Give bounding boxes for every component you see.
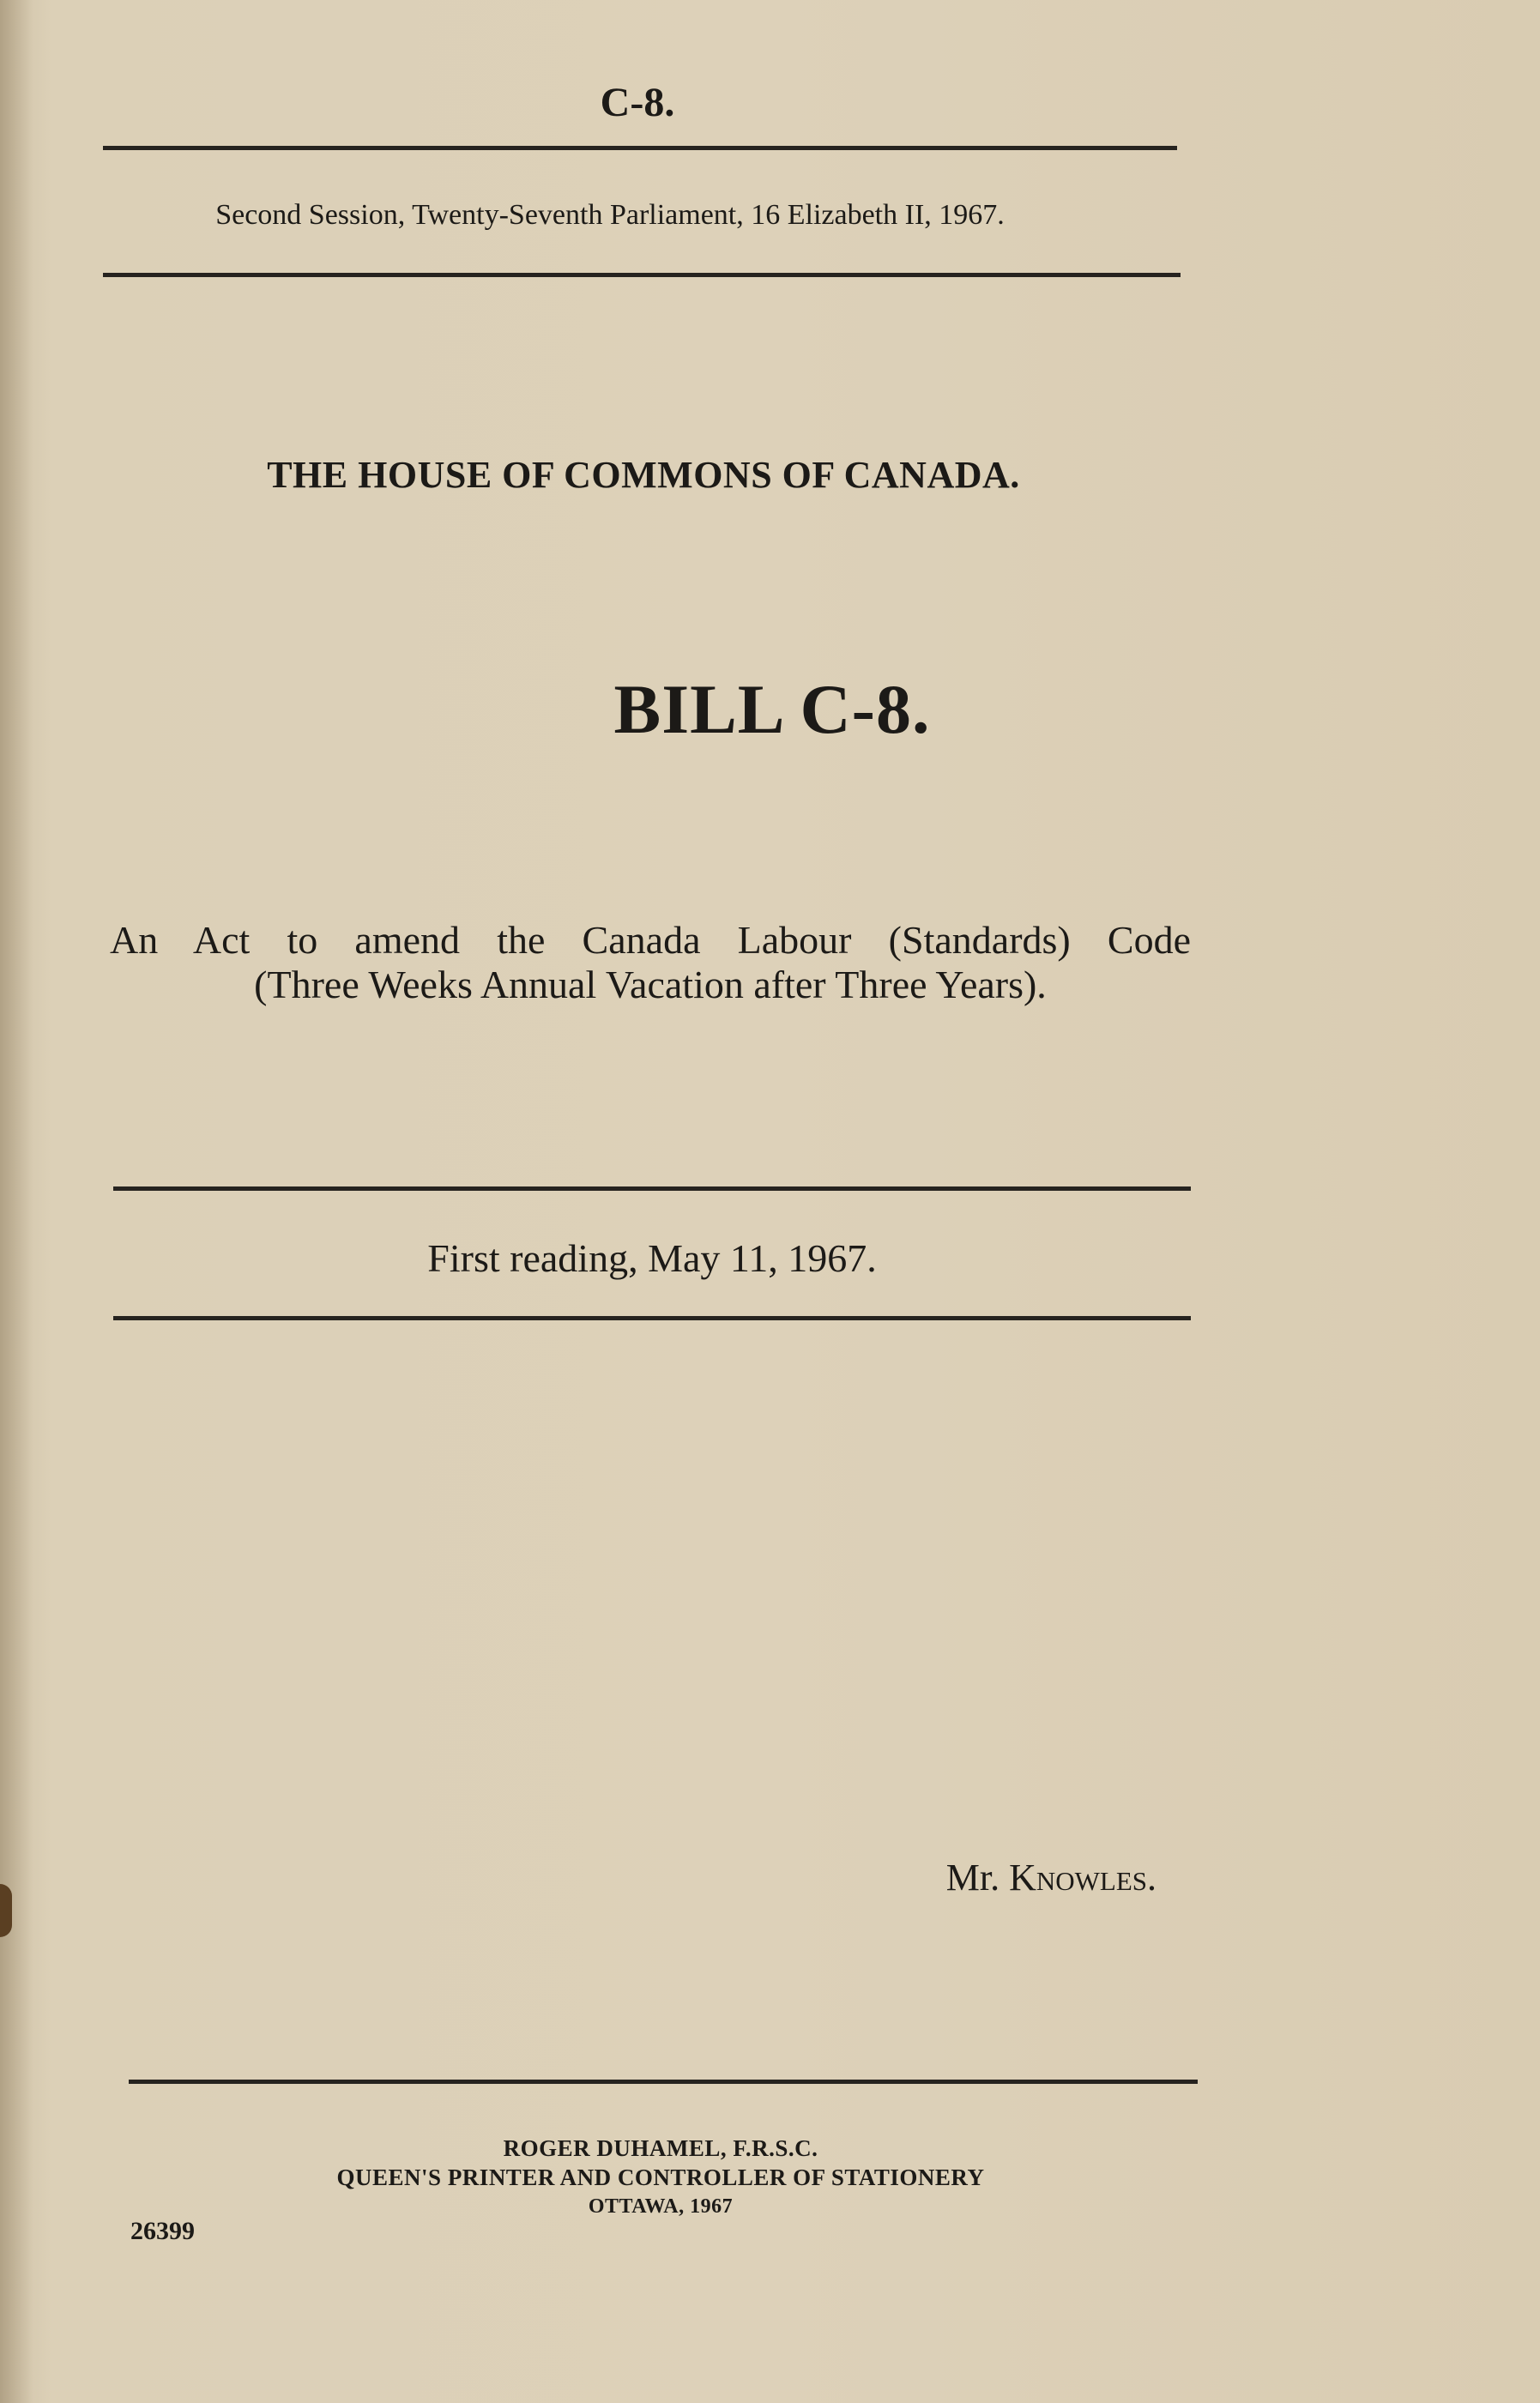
sponsor-prefix: Mr. [945, 1857, 1010, 1899]
session-rule [103, 273, 1181, 277]
first-reading-top-rule [113, 1186, 1191, 1191]
binding-stain [0, 1884, 12, 1937]
sponsor-surname: Knowles. [1009, 1857, 1157, 1899]
print-number: 26399 [130, 2217, 195, 2245]
first-reading-bottom-rule [113, 1316, 1191, 1320]
printer-imprint [172, 2134, 1150, 2221]
printer-city: OTTAWA, 1967 [588, 2195, 734, 2218]
printer-rule [129, 2080, 1198, 2084]
session-line: Second Session, Twenty-Seventh Parliament, 16 Elizabeth II, 1967. [215, 199, 1005, 231]
act-description [110, 918, 1191, 1007]
top-rule [103, 146, 1177, 150]
house-heading: THE HOUSE OF COMMONS OF CANADA. [267, 454, 1020, 496]
bill-title: BILL C-8. [613, 670, 931, 748]
printer-name: ROGER DUHAMEL, F.R.S.C. [503, 2135, 818, 2161]
sponsor-name [858, 1856, 1157, 1899]
act-description-line-2: (Three Weeks Annual Vacation after Three Years). [254, 963, 1047, 1006]
printer-title: QUEEN'S PRINTER AND CONTROLLER OF STATIONERY [336, 2165, 985, 2190]
bill-code-header: C-8. [600, 80, 675, 125]
act-description-line-1: An Act to amend the Canada Labour (Standards) Code [110, 918, 1191, 962]
first-reading-date: First reading, May 11, 1967. [427, 1236, 877, 1280]
